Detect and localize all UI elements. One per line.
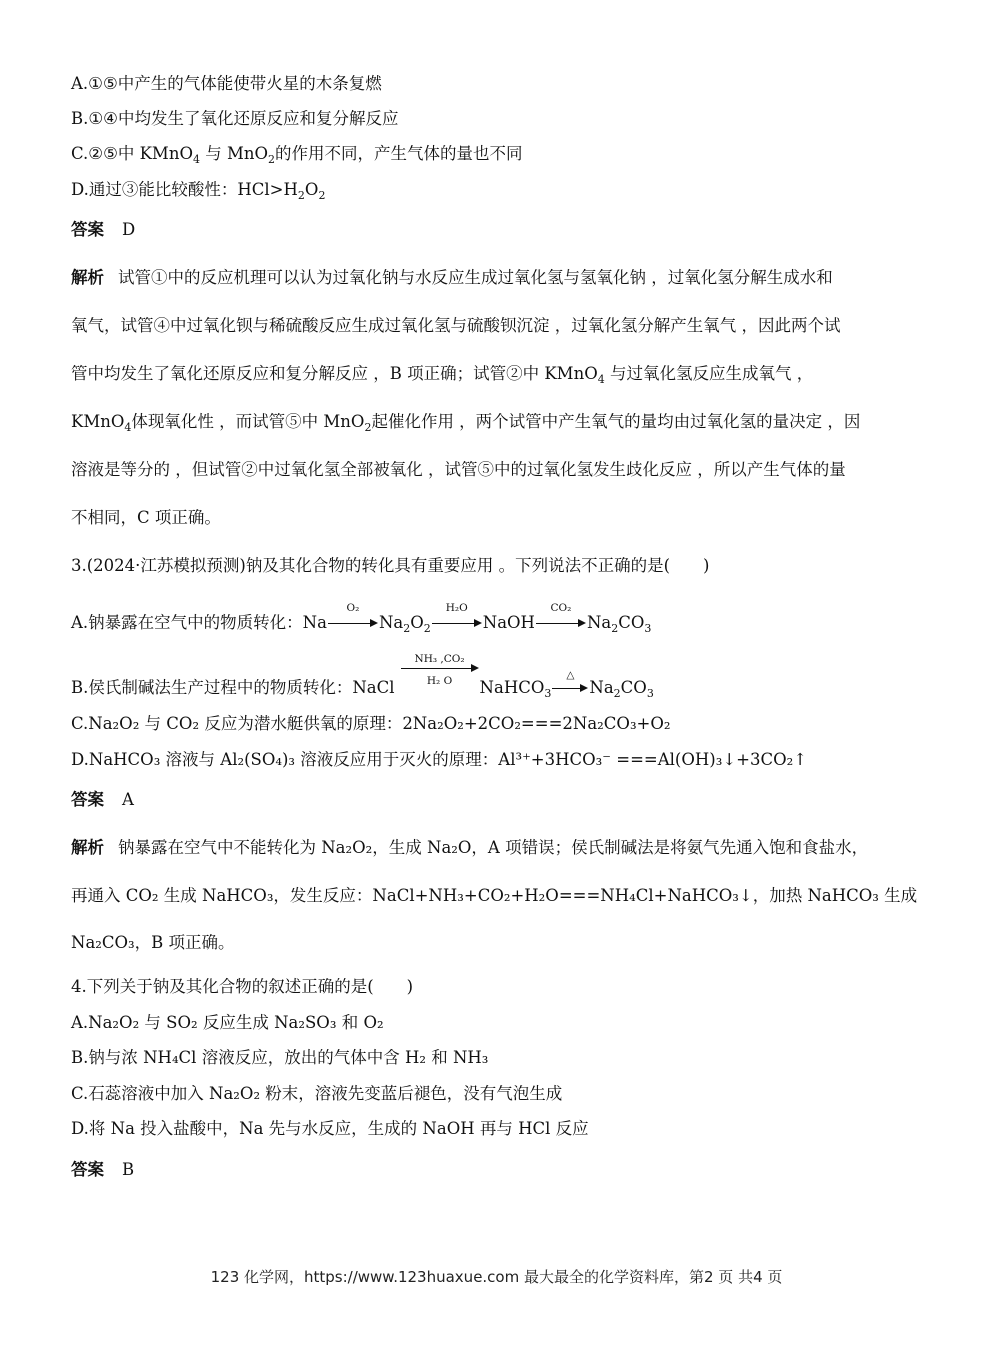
q2-analysis-line-1: 解析 试管①中的反应机理可以认为过氧化钠与水反应生成过氧化氢与氢氧化钠 ，过氧化氢分解生成水和 [71,268,833,287]
q2-analysis-line-3: 管中均发生了氧化还原反应和复分解反应 ，B 项正确；试管②中 KMnO$_4$ 与过氧化氢反应生成氧气 ， [71,364,814,386]
q4-answer: 答案 B [71,1160,135,1179]
q4-option-a: A.Na₂O₂ 与 SO₂ 反应生成 Na₂SO₃ 和 O₂ [71,1013,384,1032]
q4-option-c: C.石蕊溶液中加入 Na₂O₂ 粉末，溶液先变蓝后褪色，没有气泡生成 [71,1084,563,1103]
q2-option-d: D.通过③能比较酸性：$HCl>H_2O_2$ [71,180,326,202]
reaction-arrow: O₂ [328,614,378,634]
q4-option-b: B.钠与浓 NH₄Cl 溶液反应，放出的气体中含 H₂ 和 NH₃ [71,1048,489,1067]
reaction-arrow: H₂O [432,614,482,634]
q2-analysis-line-6: 不相同，C 项正确。 [71,508,221,527]
q3-stem: 3.(2024·江苏模拟预测)钠及其化合物的转化具有重要应用 。下列说法不正确的是( ) [71,556,710,575]
q4-option-d: D.将 Na 投入盐酸中，Na 先与水反应，生成的 NaOH 再与 HCl 反应 [71,1119,589,1138]
reaction-arrow: CO₂ [536,614,586,634]
q2-option-b: B.①④中均发生了氧化还原反应和复分解反应 [71,109,399,128]
q2-option-c: C.②⑤中 KMnO$_4$ 与 MnO$_2$的作用不同，产生气体的量也不同 [71,144,523,166]
heating-arrow: △ [552,679,588,699]
q3-analysis-line-2: 再通入 CO₂ 生成 NaHCO₃，发生反应：NaCl+NH₃+CO₂+H₂O===NH₄Cl+NaHCO₃↓，加热 NaHCO₃ 生成 [71,886,918,905]
q3-option-d: D.NaHCO₃ 溶液与 Al₂(SO₄)₃ 溶液反应用于灭火的原理：Al³⁺+3HCO₃⁻ ===Al(OH)₃↓+3CO₂↑ [71,750,808,769]
q3-option-b: B.侯氏制碱法生产过程中的物质转化：NaCl $\frac{\text{NH₃ ,CO₂}}{\text{H₂ O}}$ NaHCO$_3$ △ $Na_2CO_3$ [71,652,654,700]
q4-stem: 4.下列关于钠及其化合物的叙述正确的是( ) [71,977,414,996]
q2-option-a: A.①⑤中产生的气体能使带火星的木条复燃 [71,74,382,93]
q3-analysis-line-1: 解析 钠暴露在空气中不能转化为 Na₂O₂，生成 Na₂O，A 项错误；侯氏制碱法是将氨气先通入饱和食盐水， [71,838,869,857]
q3-analysis-line-3: Na₂CO₃，B 项正确。 [71,933,235,952]
q2-answer: 答案 D [71,220,136,239]
reaction-arrow-conditions: $\frac{\text{NH₃ ,CO₂}}{\text{H₂ O}}$ [401,679,479,699]
q2-analysis-line-4: KMnO$_4$体现氧化性 ，而试管⑤中 MnO$_2$起催化作用 ，两个试管中产生氧气的量均由过氧化氢的量决定 ，因 [71,412,861,434]
q2-analysis-line-5: 溶液是等分的 ，但试管②中过氧化氢全部被氧化 ，试管⑤中的过氧化氢发生歧化反应 ，所以产生气体的量 [71,460,846,479]
page-footer: 123 化学网，https://www.123huaxue.com 最大最全的化学资料库，第2 页 共4 页 [210,1268,783,1286]
q3-option-a: A.钠暴露在空气中的物质转化：Na O₂ $Na_2O_2$ H₂O NaOH CO₂ $Na_2CO_3$ [71,601,652,635]
q3-option-c: C.Na₂O₂ 与 CO₂ 反应为潜水艇供氧的原理：2Na₂O₂+2CO₂===2Na₂CO₃+O₂ [71,714,671,733]
q3-answer: 答案 A [71,790,134,809]
q2-analysis-line-2: 氧气，试管④中过氧化钡与稀硫酸反应生成过氧化氢与硫酸钡沉淀 ，过氧化氢分解产生氧气 ，因此两个试 [71,316,841,335]
